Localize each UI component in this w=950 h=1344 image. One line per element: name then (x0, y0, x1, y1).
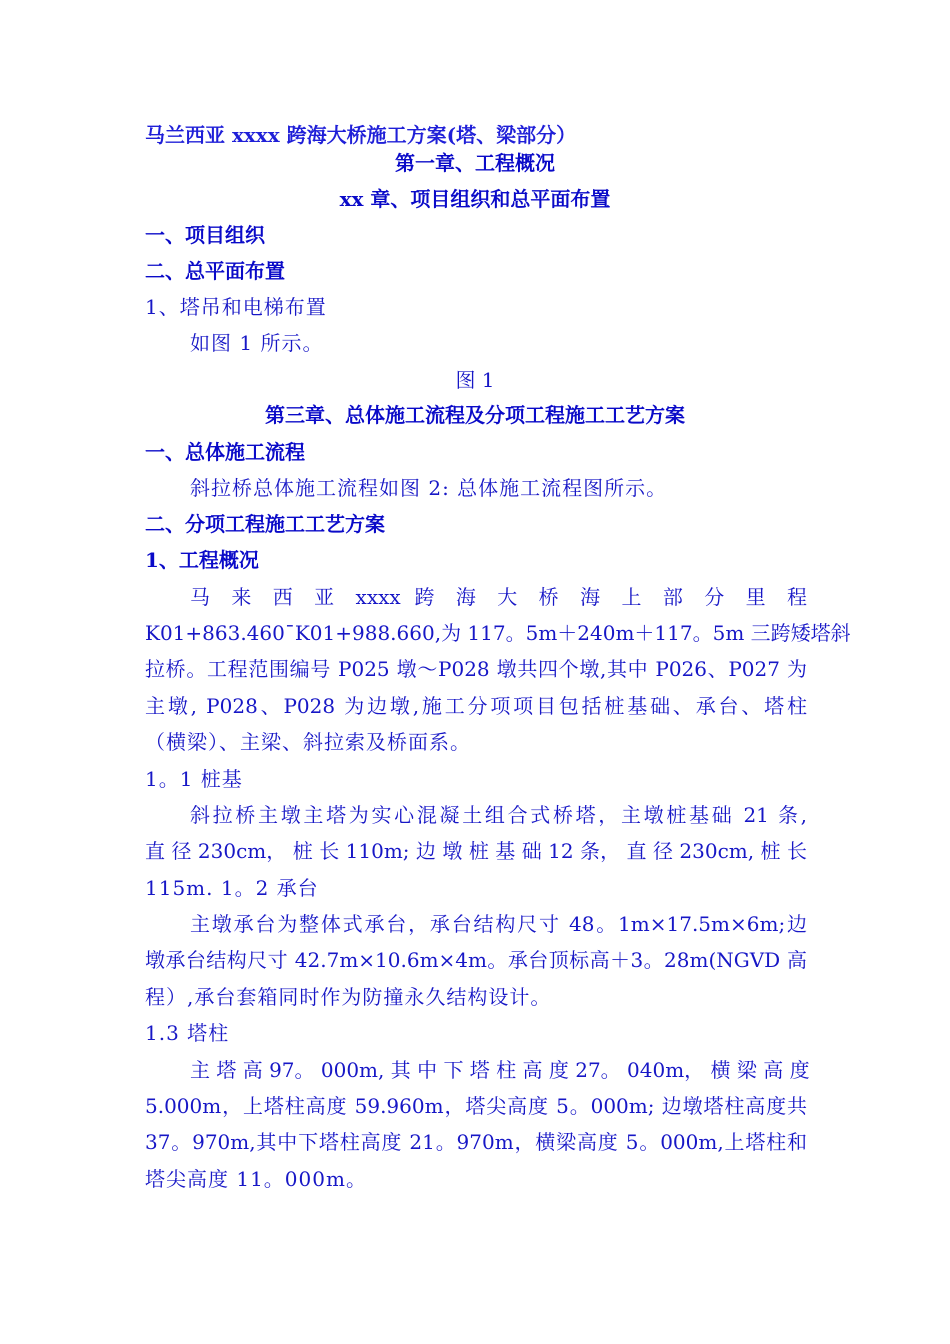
section-project-organization: 一、项目组织 (145, 223, 265, 247)
chapter-1-heading: 第一章、工程概况 (395, 151, 555, 175)
chapter-3-heading: 第三章、总体施工流程及分项工程施工工艺方案 (265, 403, 685, 427)
paragraph-line: 直 径 230cm， 桩 长 110m; 边 墩 桩 基 础 12 条， 直 径 230cm, 桩 长 (145, 839, 807, 863)
paragraph-line: 37。970m,其中下塔柱高度 21。970m，横梁高度 5。000m,上塔柱和 (145, 1130, 807, 1154)
chapter-2-heading: xx 章、项目组织和总平面布置 (339, 187, 611, 211)
paragraph-line: 主墩, P028、P028 为边墩,施工分项项目包括桩基础、承台、塔柱 (145, 694, 807, 718)
paragraph-line: 5.000m，上塔柱高度 59.960m，塔尖高度 5。000m; 边墩塔柱高度共 (145, 1094, 807, 1118)
subsection-overview: 1、工程概况 (145, 548, 259, 572)
section-site-layout: 二、总平面布置 (145, 259, 285, 283)
paragraph-line: 墩承台结构尺寸 42.7m×10.6m×4m。承台顶标高＋3。28m(NGVD 高 (145, 948, 807, 972)
section-overall-process: 一、总体施工流程 (145, 440, 305, 464)
paragraph-line: 主墩承台为整体式承台，承台结构尺寸 48。1m×17.5m×6m;边 (190, 912, 807, 936)
paragraph-process: 斜拉桥总体施工流程如图 2: 总体施工流程图所示。 (190, 476, 668, 500)
paragraph-line: 拉桥。工程范围编号 P025 墩～P028 墩共四个墩,其中 P026、P027 为 (145, 657, 807, 681)
document-title: 马兰西亚 xxxx 跨海大桥施工方案(塔、梁部分） (145, 123, 577, 147)
paragraph-line: K01+863.460¯K01+988.660,为 117。5m＋240m＋117。5m 三跨矮塔斜 (145, 621, 851, 645)
paragraph-line: 马 来 西 亚 xxxx 跨 海 大 桥 海 上 部 分 里 程 (190, 585, 807, 609)
paragraph-line: 115m. 1。2 承台 (145, 876, 319, 900)
heading-tower-column: 1.3 塔柱 (145, 1021, 230, 1045)
paragraph-line: 塔尖高度 11。000m。 (145, 1167, 367, 1191)
paragraph-line: 程）,承台套箱同时作为防撞永久结构设计。 (145, 985, 552, 1009)
paragraph-fig1-ref: 如图 1 所示。 (190, 331, 324, 355)
section-sub-works: 二、分项工程施工工艺方案 (145, 512, 385, 536)
paragraph-line: （横梁）、主梁、斜拉索及桥面系。 (145, 730, 471, 754)
paragraph-line: 主 塔 高 97。 000m, 其 中 下 塔 柱 高 度 27。 040m， 横 梁 高 度 (190, 1058, 810, 1082)
heading-pile-foundation: 1。1 桩基 (145, 767, 243, 791)
subsection-tower-crane: 1、塔吊和电梯布置 (145, 295, 327, 319)
figure-1-caption: 图 1 (455, 368, 495, 392)
paragraph-line: 斜拉桥主墩主塔为实心混凝土组合式桥塔，主墩桩基础 21 条, (190, 803, 807, 827)
